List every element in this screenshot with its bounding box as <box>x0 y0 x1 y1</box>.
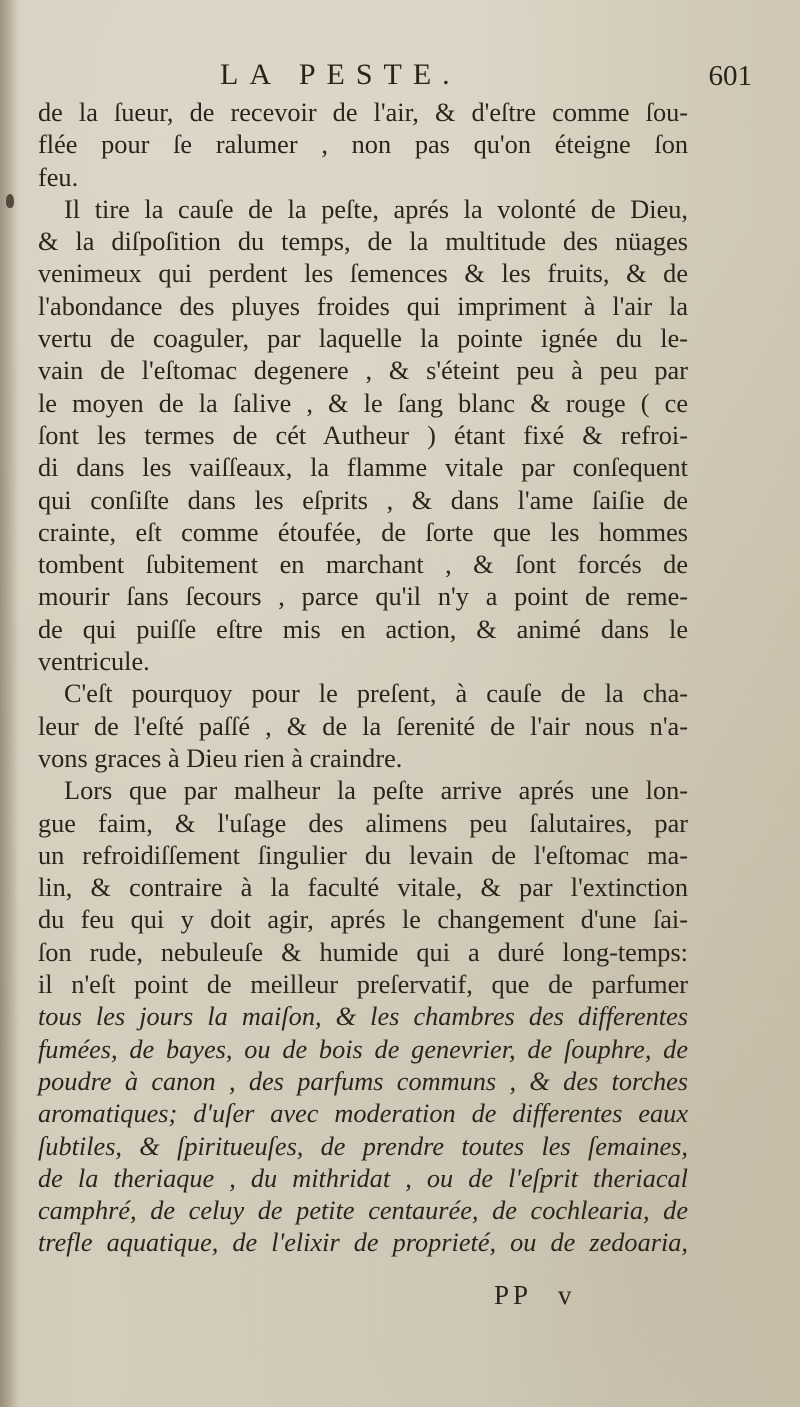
text-line-italic: tous les jours la maiſon, & les chambres des differentes <box>38 1002 688 1032</box>
text-line: Il tire la cauſe de la peſte, aprés la volonté de Dieu, <box>64 194 688 224</box>
text-line: ſont les termes de cét Autheur ) étant fixé & refroi- <box>38 420 688 450</box>
signature-mark <box>494 1280 602 1311</box>
text-line: Lors que par malheur la peſte arrive aprés une lon- <box>64 776 688 806</box>
text-line: C'eſt pourquoy pour le preſent, à cauſe de la cha- <box>64 679 688 709</box>
signature-number: v <box>558 1280 576 1310</box>
page-header <box>40 58 760 98</box>
text-line: & la diſpoſition du temps, de la multitude des nüages <box>38 227 688 257</box>
text-line: tombent ſubitement en marchant , & ſont forcés de <box>38 550 688 580</box>
running-title: LA PESTE. <box>220 58 461 91</box>
text-line-italic: ſubtiles, & ſpiritueuſes, de prendre toutes les ſemaines, <box>38 1131 688 1161</box>
text-line: lin, & contraire à la faculté vitale, & par l'extinction <box>38 873 688 903</box>
text-line: un refroidiſſement ſingulier du levain de l'eſtomac ma- <box>38 840 688 870</box>
text-line: l'abondance des pluyes froides qui impriment à l'air la <box>38 291 688 321</box>
text-line: crainte, eſt comme étoufée, de ſorte que les hommes <box>38 517 688 547</box>
text-line-italic: trefle aquatique, de l'elixir de proprieté, ou de zedoaria, <box>38 1228 688 1258</box>
body-text <box>38 97 688 1260</box>
text-line: qui conſiſte dans les eſprits , & dans l'ame ſaiſie de <box>38 485 688 515</box>
text-line: vertu de coaguler, par laquelle la pointe ignée du le- <box>38 324 688 354</box>
text-line: vons graces à Dieu rien à craindre. <box>38 743 403 773</box>
text-line: de la ſueur, de recevoir de l'air, & d'eſtre comme ſou- <box>38 98 688 127</box>
text-line: flée pour ſe ralumer , non pas qu'on éteigne ſon <box>38 130 688 160</box>
text-line: le moyen de la ſalive , & le ſang blanc & rouge ( ce <box>38 388 688 418</box>
text-line: leur de l'eſté paſſé , & de la ſerenité de l'air nous n'a- <box>38 711 688 741</box>
text-line: venimeux qui perdent les ſemences & les fruits, & de <box>38 259 688 289</box>
text-line: ſon rude, nebuleuſe & humide qui a duré long-temps: <box>38 937 688 967</box>
text-line: di dans les vaiſſeaux, la flamme vitale par conſequent <box>38 453 688 483</box>
text-line: du feu qui y doit agir, aprés le changement d'une ſai- <box>38 905 688 935</box>
text-line: de qui puiſſe eſtre mis en action, & animé dans le <box>38 614 688 644</box>
text-line-italic: camphré, de celuy de petite centaurée, de cochlearia, de <box>38 1196 688 1226</box>
margin-ink-mark <box>6 194 14 208</box>
text-line: feu. <box>38 162 79 192</box>
page-number: 601 <box>708 60 752 92</box>
text-line-italic: fumées, de bayes, ou de bois de genevrier, de ſouphre, de <box>38 1034 688 1064</box>
text-line-italic: aromatiques; d'uſer avec moderation de differentes eaux <box>38 1099 688 1129</box>
text-line-italic: poudre à canon , des parfums communs , & des torches <box>38 1066 688 1096</box>
text-line: mourir ſans ſecours , parce qu'il n'y a point de reme- <box>38 582 688 612</box>
text-line-italic: de la theriaque , du mithridat , ou de l'eſprit theriacal <box>38 1163 688 1193</box>
signature-letters: PP <box>494 1280 533 1310</box>
text-line: vain de l'eſtomac degenere , & s'éteint peu à peu par <box>38 356 688 386</box>
text-line: il n'eſt point de meilleur preſervatif, que de parfumer <box>38 970 688 1000</box>
text-line: gue faim, & l'uſage des alimens peu ſalutaires, par <box>38 808 688 838</box>
text-line: ventricule. <box>38 647 150 677</box>
